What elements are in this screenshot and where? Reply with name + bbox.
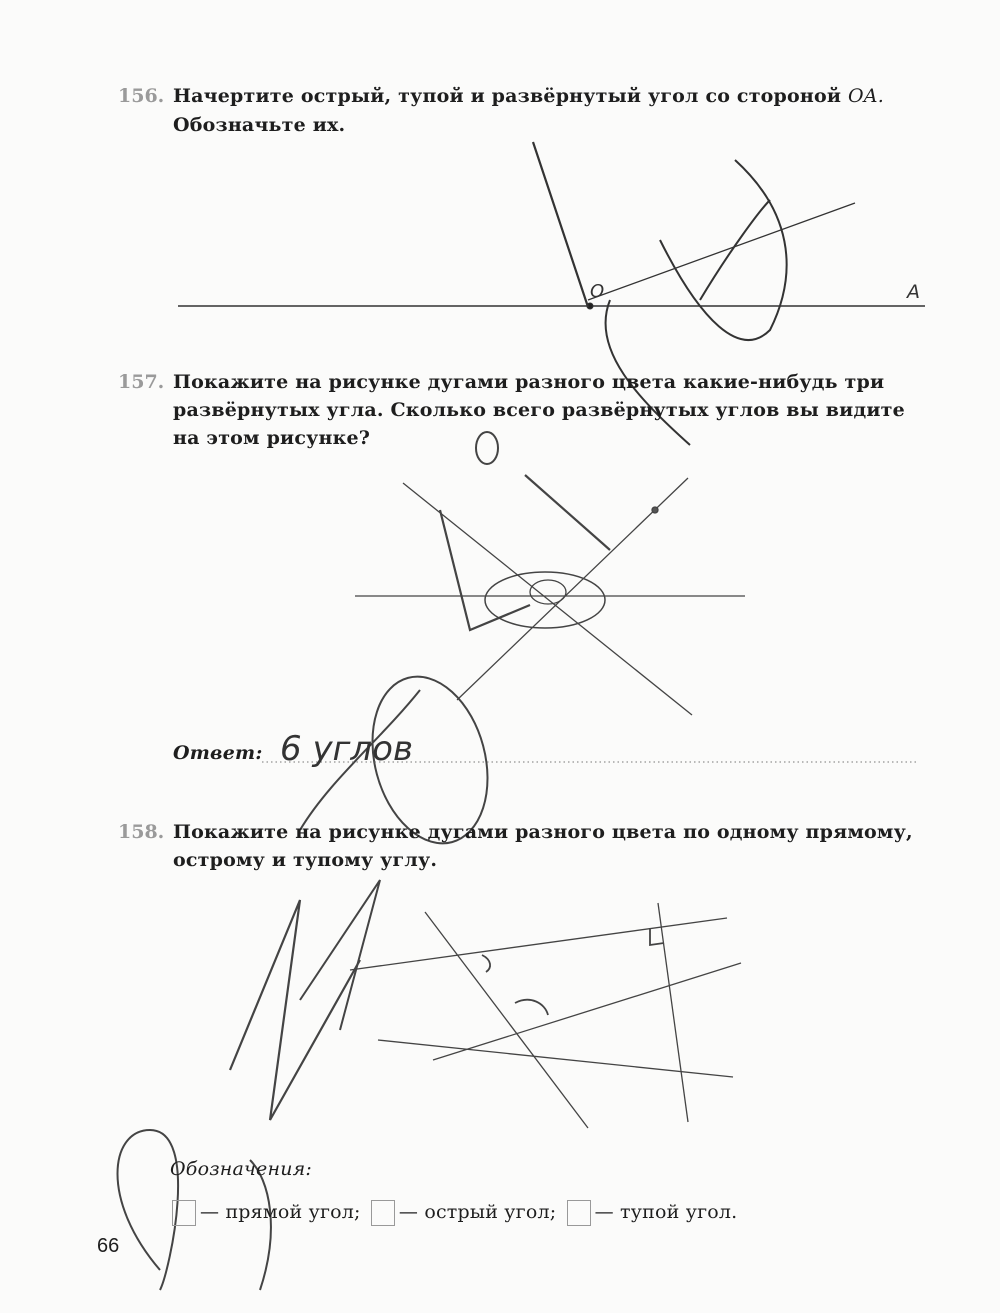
pencil-obtuse-side	[533, 142, 588, 307]
task-text: Начертите острый, тупой и развёрнутый угол со стороной	[173, 85, 842, 107]
task-158-line-1: Покажите на рисунке дугами разного цвета по одному прямому,	[173, 821, 913, 843]
pencil-acute-side	[588, 203, 855, 300]
handwritten-answer: 6 углов	[280, 729, 413, 769]
task-number-156: 156.	[118, 85, 165, 107]
obtuse-angle-icon	[567, 1200, 591, 1226]
label-o: O	[590, 281, 605, 302]
task-156-line-2: Обозначьте их.	[173, 114, 346, 136]
legend-row	[168, 1200, 737, 1226]
answer-label: Ответ:	[173, 742, 263, 764]
page-number: 66	[97, 1235, 120, 1257]
legend-obtuse: — тупой угол.	[594, 1201, 738, 1223]
task-156-line-1	[173, 85, 884, 107]
task-157-line-3: на этом рисунке?	[173, 427, 371, 449]
task-number-158: 158.	[118, 821, 165, 843]
figure-157	[300, 432, 745, 856]
legend-title: Обозначения:	[170, 1158, 313, 1180]
legend-acute: — острый угол;	[398, 1201, 557, 1223]
right-angle-icon	[172, 1200, 196, 1226]
task-number-157: 157.	[118, 371, 165, 393]
segment-label: OA.	[848, 85, 884, 107]
figure-158	[118, 880, 742, 1290]
acute-angle-icon	[371, 1200, 395, 1226]
label-a: A	[907, 281, 920, 303]
task-158-line-2: острому и тупому углу.	[173, 849, 438, 871]
legend-right: — прямой угол;	[200, 1201, 361, 1223]
task-157-line-1: Покажите на рисунке дугами разного цвета какие-нибудь три	[173, 371, 885, 393]
task-157-line-2: развёрнутых угла. Сколько всего развёрнутых углов вы видите	[173, 399, 905, 421]
pencil-scribble	[660, 160, 787, 340]
